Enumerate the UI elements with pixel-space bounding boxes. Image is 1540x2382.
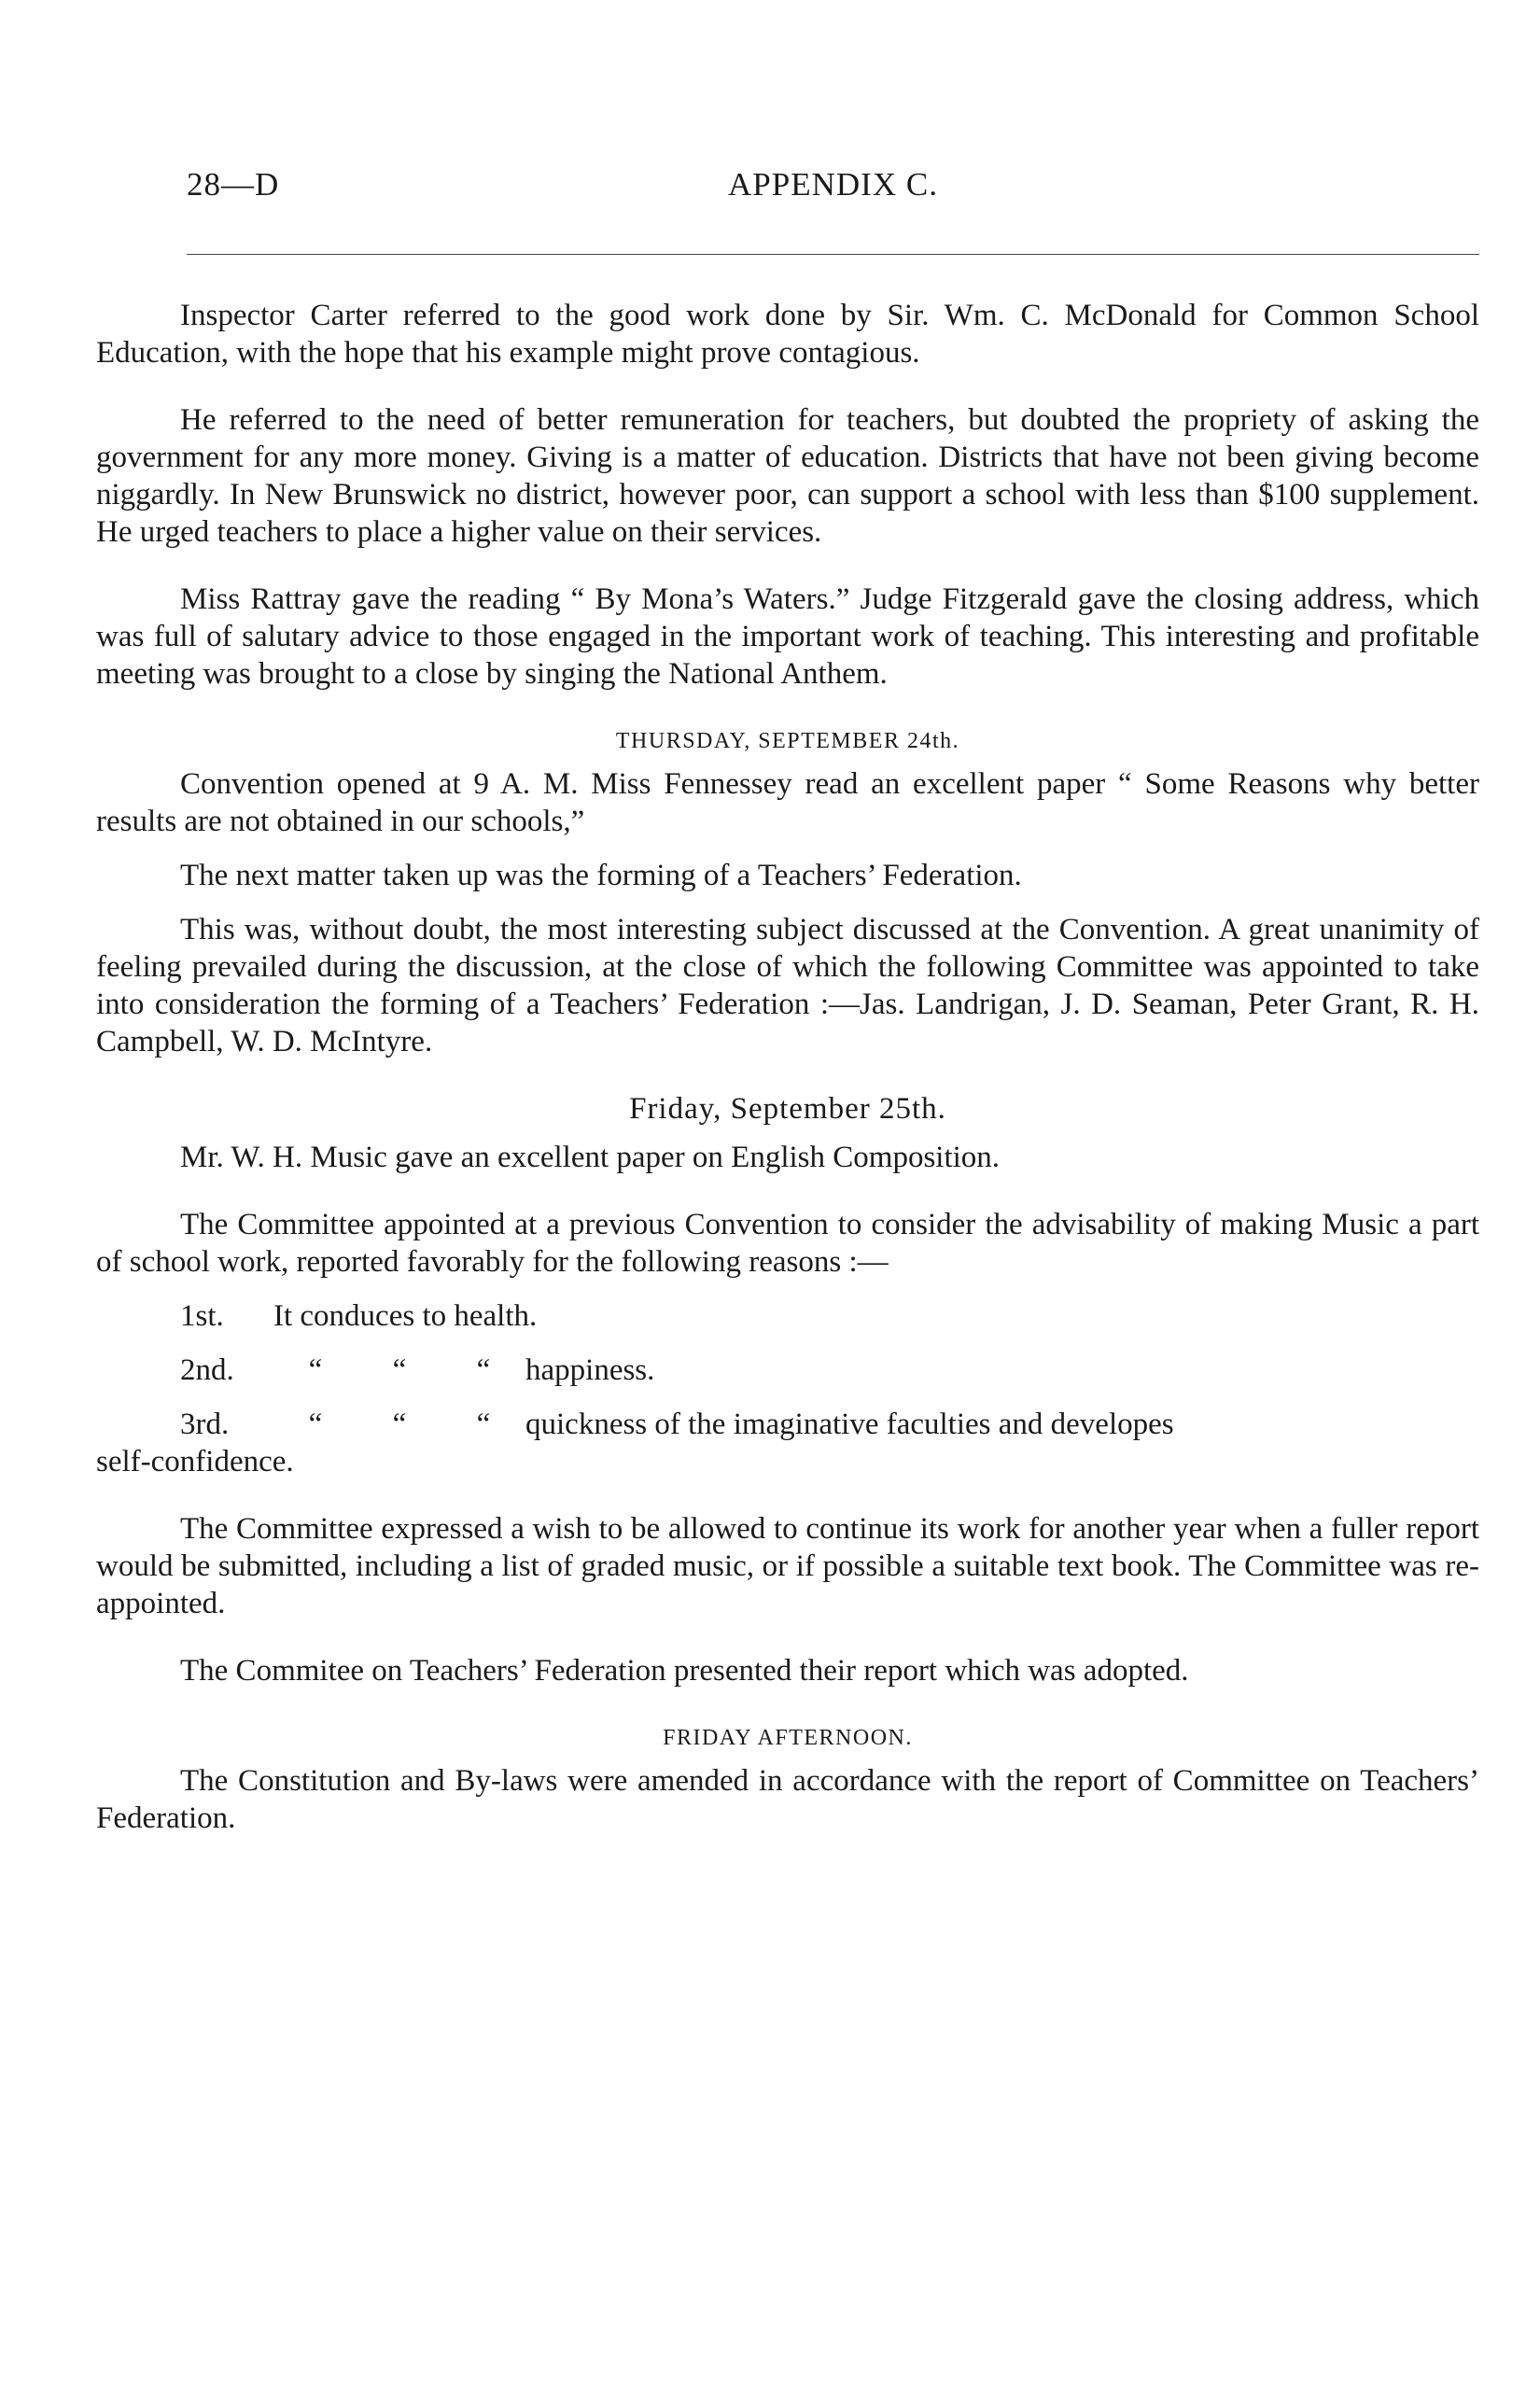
page-header — [187, 166, 1479, 222]
page-number: 28—D — [187, 166, 280, 203]
paragraph: He referred to the need of better remuneration for teachers, but doubted the propriety of asking the government for any more money. Giving is a matter of education. Districts that have not been giving become niggardly. In New Brunswick no district, however poor, can support a school with less than $100 supplement. He urged teachers to place a higher value on their services. — [96, 403, 1479, 549]
paragraph: Miss Rattray gave the reading “ By Mona’s Waters.” Judge Fitzgerald gave the closing address, which was full of salutary advice to those engaged in the important work of teaching. This interesting and profitable meeting was brought to a close by singing the National Anthem. — [96, 582, 1479, 691]
ditto-mark: “ — [476, 1408, 491, 1441]
list-item-text: happiness. — [525, 1353, 655, 1387]
section-heading-friday: Friday, September 25th. — [629, 1092, 946, 1126]
paragraph: The Committee appointed at a previous Convention to consider the advisability of making Music a part of school work, reported favorably for the following reasons :— — [96, 1208, 1479, 1279]
paragraph: Inspector Carter referred to the good work done by Sir. Wm. C. McDonald for Common School Education, with the hope that his example might prove contagious. — [96, 299, 1479, 370]
paragraph: The next matter taken up was the forming of a Teachers’ Federation. — [180, 859, 1022, 892]
body-text — [96, 297, 1479, 1867]
paragraph: Mr. W. H. Music gave an excellent paper on English Composition. — [180, 1141, 1001, 1174]
running-title: APPENDIX C. — [728, 166, 938, 203]
section-heading-afternoon: FRIDAY AFTERNOON. — [663, 1726, 913, 1750]
section-heading-thursday: THURSDAY, SEPTEMBER 24th. — [615, 729, 960, 753]
list-item-text: It conduces to health. — [273, 1299, 538, 1333]
ditto-mark: “ — [476, 1353, 491, 1387]
list-item — [96, 1297, 1479, 1335]
list-item-number: 3rd. — [180, 1408, 230, 1441]
paragraph: The Commitee on Teachers’ Federation presented their report which was adopted. — [180, 1654, 1189, 1688]
ditto-mark: “ — [308, 1408, 323, 1441]
paragraph: Convention opened at 9 A. M. Miss Fennessey read an excellent paper “ Some Reasons why better results are not obtained in our schools,” — [96, 767, 1479, 838]
list-item-number: 1st. — [180, 1299, 224, 1333]
paragraph: The Committee expressed a wish to be allowed to continue its work for another year when a fuller report would be submitted, including a list of graded music, or if possible a suitable text book. The Committee was re-appointed. — [96, 1512, 1479, 1620]
ditto-mark: “ — [308, 1353, 323, 1387]
list-item-text: quickness of the imaginative faculties and developes — [525, 1408, 1174, 1441]
list-item-continuation: self-confidence. — [96, 1445, 294, 1478]
header-rule — [187, 254, 1479, 255]
list-item — [96, 1352, 1479, 1389]
list-item-wrapped — [96, 1406, 1479, 1480]
ditto-mark: “ — [392, 1408, 407, 1441]
paragraph: This was, without doubt, the most interesting subject discussed at the Convention. A great unanimity of feeling prevailed during the discussion, at the close of which the following Committee was appointed to take into consideration the forming of a Teachers’ Federation :—Jas. Landrigan, J. D. Seaman, Peter Grant, R. H. Campbell, W. D. McIntyre. — [96, 913, 1479, 1058]
list-item — [96, 1406, 1479, 1443]
paragraph: The Constitution and By-laws were amended in accordance with the report of Committee on Teachers’ Federation. — [96, 1764, 1479, 1835]
ditto-mark: “ — [392, 1353, 407, 1387]
list-item-number: 2nd. — [180, 1353, 234, 1387]
